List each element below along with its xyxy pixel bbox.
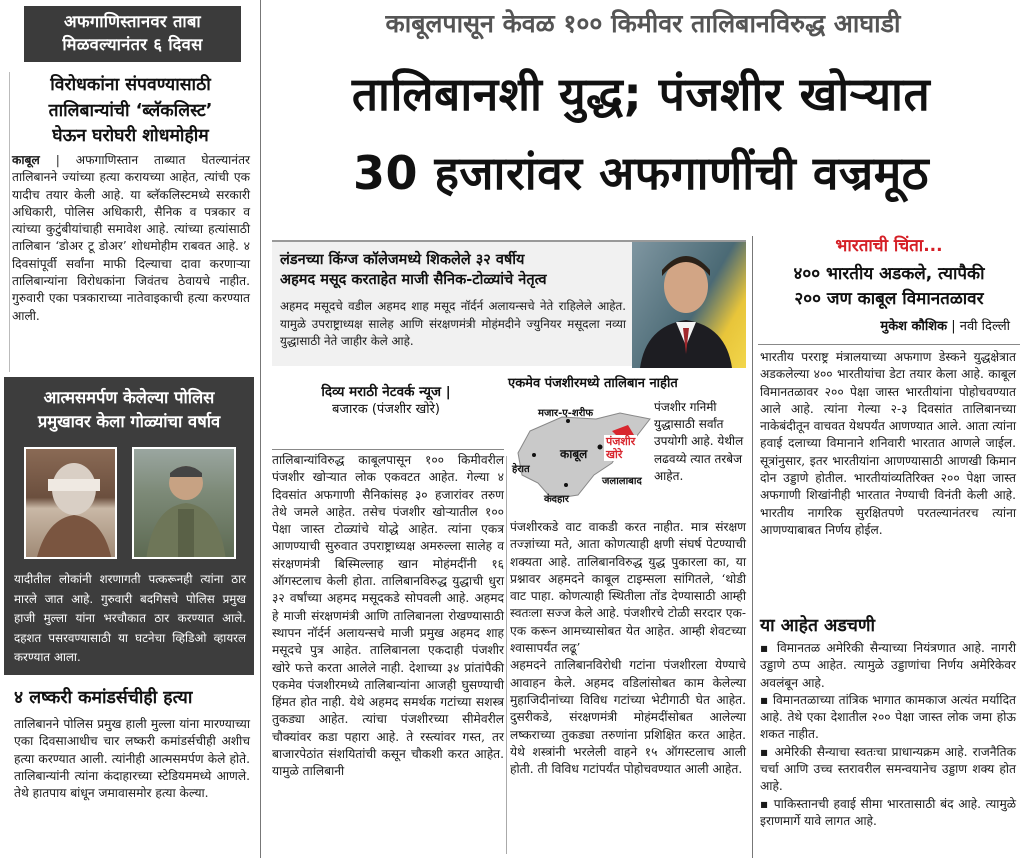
hurdles-list: [760, 640, 1016, 830]
column-divider-mid: [506, 456, 507, 854]
ahmad-massoud-photo: [632, 242, 746, 368]
column-divider-left: [260, 0, 261, 858]
surrender-story: [4, 377, 254, 675]
column-divider-right: [752, 236, 753, 858]
hurdle-item: ▪ पाकिस्तानची हवाई सीमा भारतासाठी बंद आहे. त्यामुळे इराणमार्गे यावे लागत आहे.: [760, 796, 1016, 828]
police-chief-figure-icon: [134, 449, 236, 559]
india-body: [760, 349, 1016, 539]
headline-kicker: काबूलपासून केवळ १०० किमीवर तालिबानविरुद्ध आघाडी: [385, 9, 901, 38]
main-col-1: [272, 452, 504, 781]
byline-rule: [272, 449, 504, 450]
surrender-story-title: आत्मसमर्पण केलेल्या पोलिस प्रमुखावर केला गोळ्यांचा वर्षाव: [37, 388, 221, 431]
portrait-figure-icon: [632, 242, 746, 368]
map-label-jalalabad: जलालाबाद: [602, 476, 642, 487]
byline-agency: दिव्य मराठी नेटवर्क न्यूज |: [321, 384, 451, 400]
hurdles-title: या आहेत अडचणी: [760, 616, 876, 636]
police-chief-photo: [132, 447, 236, 559]
blindfold-figure-icon: [26, 449, 117, 559]
hurdle-item: ▪ अमेरिकी सैन्याचा स्वतःचा प्राधान्यक्रम आहे. राजनैतिक चर्चा आणि उच्च स्तरावरील समन्वयानेच उड्डाण शक्य होत आहे.: [760, 744, 1016, 794]
blacklist-story-title: विरोधकांना संपवण्यासाठी तालिबान्यांची ‘ब्लॅकलिस्ट’ घेऊन घरोघरी शोधमोहीम: [48, 75, 213, 146]
india-byline: [758, 318, 1020, 335]
map-side-text: पंजशीर गनिमी युद्धासाठी सर्वांत उपयोगी आहे. येथील लढवय्ये त्यात तरबेज आहेत.: [654, 400, 744, 483]
map-label-kandahar: कंदहार: [544, 494, 569, 505]
left-tag: [24, 6, 241, 62]
map-label-kabul: काबूल: [560, 447, 588, 461]
main-col-2-text: पंजशीरकडे वाट वाकडी करत नाहीत. मात्र संरक्षण तज्ज्ञांच्या मते, आता कोणत्याही क्षणी संघर्ष पेटण्याची शक्यता आहे. तालिबानविरुद्ध युद्ध पुकारला का, या प्रश्नावर अहमदने काबूल टाइम्सला सांगितले, ‘थोडी वाट पाहा. कोणत्याही स्थितीला तोंड देण्यासाठी आम्ही स्वतःला सज्ज केले आहे. पंजशीरचे टोळी सरदार एक-एक करून आमच्यासोबत येत आहेत. आम्ही शेवटच्या श्वासापर्यंत लढू’ अहमदने तालिबानविरोधी गटांना पंजशीरला येण्याचे आवाहन केले. अहमद वडिलांसोबत काम केलेल्या मुहाजिदीनांच्या विविध गटांच्या भेटीगाठी घेत आहेत. दुसरीकडे, संरक्षणमंत्री मोहंमदींसोबत आलेल्या लष्कराच्या तुकड्या तरुणांना प्रशिक्षित करत आहेत. येथे शस्त्रांनी भरलेली वाहने १५ ऑगस्टलाच आली होती. ती विविध गटांपर्यंत पोहोचवण्यात आली आहेत.: [510, 520, 746, 777]
commanders-story-title: ४ लष्करी कमांडर्सचीही हत्या: [14, 688, 193, 708]
india-byline-place: | नवी दिल्ली: [947, 319, 1010, 334]
headline-line-2: 30 हजारांवर अफगाणींची वज्रमूठ: [352, 146, 930, 200]
dateline: काबूल: [12, 153, 40, 167]
india-body-text: भारतीय परराष्ट्र मंत्रालयाच्या अफगाण डेस्कने युद्धक्षेत्रात अडकलेल्या ४०० भारतीयांचा डेटा तयार केला आहे. काबूल विमानतळावर २०० पेक्षा जास्त भारतीयांना पोहोचवण्यात आले आहे. त्यांना गेल्या २-३ दिवसांत तालिबानच्या नाकेबंदीतून वाचवत येथपर्यंत आणण्यात आले. आता त्यांना हवाई दलाच्या विमानाने शनिवारी भारतात आणले जाईल. सूत्रांनुसार, इतर भारतीयांना आणण्यासाठी आणखी किमान दोन उड्डाणे होतील. भारतीयांव्यतिरिक्त २०० पेक्षा जास्त अफगाणी शिखांनीही भारतात नेण्याची विनंती केली आहे. भारतीय नागरिक सुरक्षितपणे परतल्यानंतरच त्यांना आणण्याबाबत निर्णय होईल.: [760, 350, 1016, 537]
india-kicker: भारताची चिंता...: [835, 236, 943, 256]
india-byline-rule: [758, 344, 1020, 345]
map-box: [508, 375, 746, 513]
map-label-herat: हेरात: [512, 464, 530, 475]
main-col-2: [510, 519, 746, 778]
map-title: एकमेव पंजशीरमध्ये तालिबान नाहीत: [508, 376, 678, 391]
map-label-panjshir: पंजशीर खोरे: [606, 435, 636, 461]
india-title: ४०० भारतीय अडकले, त्यापैकी २०० जण काबूल विमानतळावर: [793, 264, 985, 309]
left-border: [9, 72, 10, 372]
hurdle-item: ▪ विमानतळ अमेरिकी सैन्याच्या नियंत्रणात आहे. नागरी उड्डाणे ठप्प आहेत. त्यामुळे उड्डाणांचा निर्णय अमेरिकेवर अवलंबून आहे.: [760, 641, 1016, 690]
byline-place: बजारक (पंजशीर खोरे): [331, 402, 441, 417]
blacklist-text: | अफगाणिस्तान ताब्यात घेतल्यानंतर तालिबानने ज्यांच्या हत्या करायच्या आहेत, त्यांची एक यादीच तयार केली आहे. या ब्लॅकलिस्टमध्ये सरकारी अधिकारी, पोलिस अधिकारी, सैनिक व पत्रकार व त्यांच्या कुटुंबीयांचाही समावेश आहे. त्यांच्या हत्यांसाठी तालिबान ‘डोअर टू डोअर’ शोधमोहीम राबवत आहे. ४ दिवसांपूर्वी सर्वांना माफी दिल्याचा दावा करणाऱ्या तालिबान्यांना विरोधकांना जिवंतच ठेवायचे नाहीत. गुरुवारी एका पत्रकाराच्या नातेवाइकाची हत्या करण्यात आली.: [12, 153, 250, 323]
blindfolded-man-photo: [24, 447, 117, 559]
headline-line-1: तालिबानशी युद्ध; पंजशीर खोऱ्यात: [351, 67, 931, 121]
massoud-box: [272, 240, 746, 366]
massoud-body: अहमद मसूदचे वडील अहमद शाह मसूद नॉर्दर्न अलायन्सचे नेते राहिलेले आहेत. यामुळे उपराष्ट्राध्यक्ष सालेह आणि संरक्षणमंत्री मोहंमदीने ज्युनियर मसूदला नव्या युद्धासाठी नेते जाहीर केले आहे.: [280, 299, 626, 348]
india-byline-name: मुकेश कौशिक: [880, 319, 948, 334]
map-label-mazar: मजार-ए-शरीफ: [538, 408, 594, 419]
commanders-text: तालिबानने पोलिस प्रमुख हाली मुल्ला यांना मारण्याच्या एका दिवसाआधीच चार लष्करी कमांडर्सचीही अशीच हत्या करण्यात आली. त्यांनीही आत्मसमर्पण केले होते. तालिबान्यांनी त्यांना कंदाहारच्या स्टेडियममध्ये आणले. तेथे हातपाय बांधून जमावासमोर हत्या केल्या.: [14, 717, 250, 801]
massoud-title: लंडनच्या किंग्ज कॉलेजमध्ये शिकलेले ३२ वर्षीय अहमद मसूद करताहेत माजी सैनिक-टोळ्यांचे नेतृत्व: [280, 252, 547, 288]
main-col-1-text: तालिबान्यांविरुद्ध काबूलपासून १०० किमीवरील पंजशीर खोऱ्यात लोक एकवटत आहेत. गेल्या ४ दिवसांत अफगाणी सैनिकांसह ३० हजारांवर तरुण तेथे जमले आहेत. तसेच पंजशीर खोऱ्यातील १०० पेक्षा जास्त टोळ्यांचे योद्धे आहेत. त्यांना एकत्र आणण्याची सुरुवात उपराष्ट्राध्यक्ष अमरुल्ला सालेह व संरक्षणमंत्री बिस्मिल्लाह खान मोहंमदींनी १६ ऑगस्टलाच केली होता. तालिबानविरुद्ध युद्धाची धुरा ३२ वर्षांच्या अहमद मसूदकडे सोपवली आहे. अहमद हे माजी संरक्षणमंत्री आणि तालिबानला रोखण्यासाठी स्थापन नॉर्दर्न अलायन्सचे माजी प्रमुख अहमद शाह मसूदचे पुत्र आहेत. तालिबानला एकदाही पंजशीर खोरे फत्ते करता आलेले नाही. देशाच्या ३४ प्रांतांपैकी एकमेव पंजशीरमध्ये तालिबान्यांना आजही घुसण्याची हिंमत होत नाही. येथे अहमद समर्थक गटांच्या सशस्त्र तुकड्या आहेत. त्यांचा पंजशीरच्या सीमेवरील चौक्यांवर कडा पहारा आहे. ते रस्त्यांवर गस्त, तर बाजारपेठांत संशयितांची कसून चौकशी करत आहेत. यामुळे तालिबानी: [272, 453, 504, 779]
left-tag-text: अफगाणिस्तानवर ताबा मिळवल्यानंतर ६ दिवस: [62, 12, 203, 54]
byline: [272, 383, 500, 419]
hurdle-item: ▪ विमानतळाच्या तांत्रिक भागात कामकाज अत्यंत मर्यादित आहे. तेथे एका देशातील २०० पेक्षा जास्त लोक जमा होऊ शकत नाहीत.: [760, 692, 1016, 742]
commanders-story-body: [14, 716, 250, 802]
blacklist-story-body: [12, 152, 250, 325]
surrender-caption: यादीतील लोकांनी शरणागती पत्करूनही त्यांना ठार मारले जात आहे. गुरुवारी बदगिसचे पोलिस प्रमुख हाजी मुल्ला यांना भरचौकात ठार करण्यात आले. दहशत पसरवण्यासाठी या घटनेचा व्हिडिओ व्हायरल करण्यात आला.: [14, 572, 246, 664]
